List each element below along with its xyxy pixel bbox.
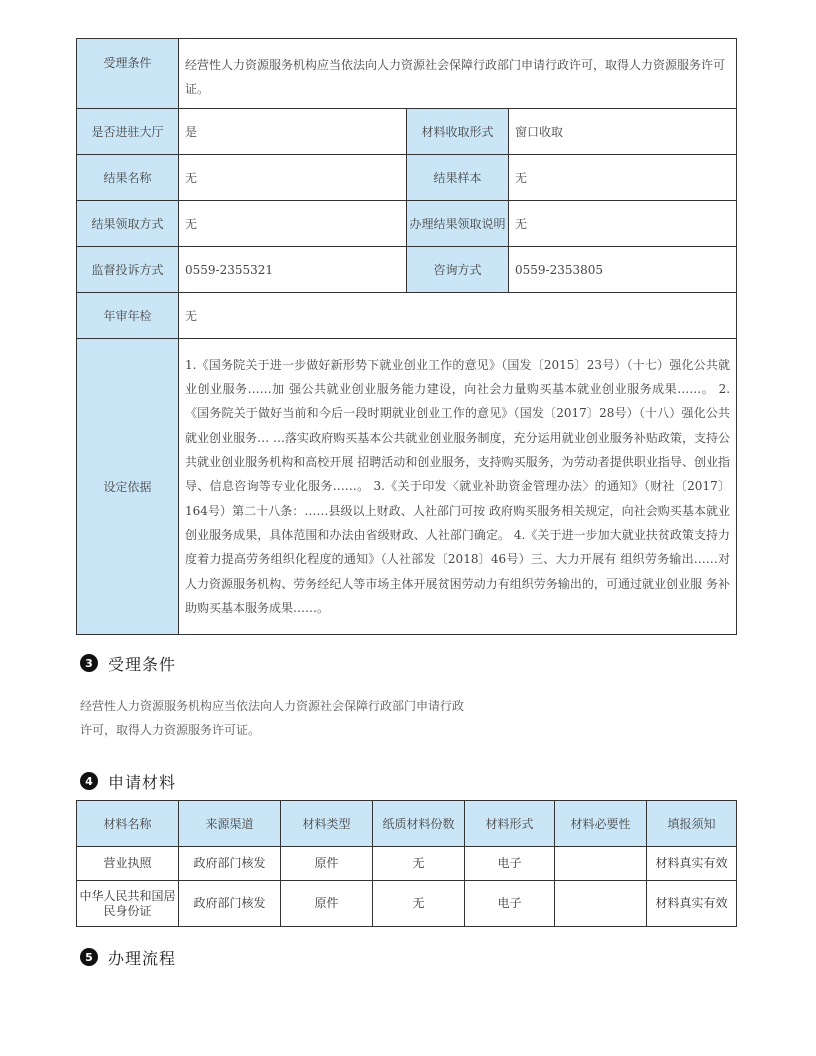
consult-label: 咨询方式: [407, 247, 509, 293]
column-header: 材料形式: [465, 801, 555, 847]
result-pickup-note-label: 办理结果领取说明: [407, 201, 509, 247]
collect-form-value: 窗口收取: [509, 109, 737, 155]
section-title: 申请材料: [108, 772, 177, 792]
accept-condition-text: [80, 694, 480, 742]
table-row: [77, 247, 737, 293]
result-sample-value: 无: [509, 155, 737, 201]
accept-condition-label: 受理条件: [77, 39, 179, 109]
material-necessity: [555, 881, 647, 927]
material-notes: 材料真实有效: [647, 881, 737, 927]
material-source: 政府部门核发: [179, 881, 281, 927]
material-paper-count: 无: [373, 847, 465, 881]
result-pickup-label: 结果领取方式: [77, 201, 179, 247]
section-heading-accept-condition: [80, 651, 176, 675]
material-form: 电子: [465, 847, 555, 881]
accept-condition-line: 许可，取得人力资源服务许可证。: [80, 723, 261, 737]
number-5-icon: 5: [80, 948, 98, 966]
material-name: 营业执照: [77, 847, 179, 881]
material-type: 原件: [281, 881, 373, 927]
column-header: 材料类型: [281, 801, 373, 847]
complaint-value: 0559-2355321: [179, 247, 407, 293]
material-source: 政府部门核发: [179, 847, 281, 881]
table-row: [77, 339, 737, 635]
table-row: [77, 155, 737, 201]
table-row: [77, 109, 737, 155]
hall-value: 是: [179, 109, 407, 155]
result-name-value: 无: [179, 155, 407, 201]
hall-label: 是否进驻大厅: [77, 109, 179, 155]
result-name-label: 结果名称: [77, 155, 179, 201]
column-header: 来源渠道: [179, 801, 281, 847]
annual-review-label: 年审年检: [77, 293, 179, 339]
material-paper-count: 无: [373, 881, 465, 927]
table-row: [77, 293, 737, 339]
collect-form-label: 材料收取形式: [407, 109, 509, 155]
material-form: 电子: [465, 881, 555, 927]
result-pickup-value: 无: [179, 201, 407, 247]
result-pickup-note-value: 无: [509, 201, 737, 247]
result-sample-label: 结果样本: [407, 155, 509, 201]
section-heading-process: [80, 945, 176, 969]
materials-table: [76, 800, 737, 927]
material-notes: 材料真实有效: [647, 847, 737, 881]
table-header-row: [77, 801, 737, 847]
table-row: [77, 847, 737, 881]
material-type: 原件: [281, 847, 373, 881]
number-3-icon: 3: [80, 654, 98, 672]
annual-review-value: 无: [179, 293, 737, 339]
accept-condition-value: 经营性人力资源服务机构应当依法向人力资源社会保障行政部门申请行政许可，取得人力资源服务许可证。: [179, 39, 737, 109]
accept-condition-line: 经营性人力资源服务机构应当依法向人力资源社会保障行政部门申请行政: [80, 699, 465, 713]
section-title: 办理流程: [108, 948, 177, 968]
basis-label: 设定依据: [77, 339, 179, 635]
section-title: 受理条件: [108, 654, 177, 674]
table-row: [77, 201, 737, 247]
material-name: 中华人民共和国居民身份证: [77, 881, 179, 927]
column-header: 填报须知: [647, 801, 737, 847]
column-header: 纸质材料份数: [373, 801, 465, 847]
table-row: [77, 39, 737, 109]
material-necessity: [555, 847, 647, 881]
complaint-label: 监督投诉方式: [77, 247, 179, 293]
basis-value: 1.《国务院关于进一步做好新形势下就业创业工作的意见》（国发〔2015〕23号）（十七）强化公共就业创业服务……加 强公共就业创业服务能力建设，向社会力量购买基本就业创业服务成果……。 2.《国务院关于做好当前和今后一段时期就业创业工作的意见》（国发〔2017〕28号）（十八）强化公共就业创业服务… …落实政府购买基本公共就业创业服务制度，充分运用就业创业服务补贴政策，支持公共就业创业服务机构和高校开展 招聘活动和创业服务，支持购买服务，为劳动者提供职业指导、创业指导、信息咨询等专业化服务……。 3.《关于印发〈就业补助资金管理办法〉的通知》（财社〔2017〕164号）第二十八条：……县级以上财政、人社部门可按 政府购买服务相关规定，向社会购买基本就业创业服务成果，具体范围和办法由省级财政、人社部门确定。 4.《关于进一步加大就业扶贫政策支持力度着力提高劳务组织化程度的通知》（人社部发〔2018〕46号）三、大力开展有 组织劳务输出……对人力资源服务机构、劳务经纪人等市场主体开展贫困劳动力有组织劳务输出的，可通过就业创业服 务补助购买基本服务成果……。: [179, 339, 737, 635]
section-heading-materials: [80, 769, 176, 793]
number-4-icon: 4: [80, 772, 98, 790]
consult-value: 0559-2353805: [509, 247, 737, 293]
column-header: 材料名称: [77, 801, 179, 847]
service-info-table: [76, 38, 737, 635]
column-header: 材料必要性: [555, 801, 647, 847]
table-row: [77, 881, 737, 927]
